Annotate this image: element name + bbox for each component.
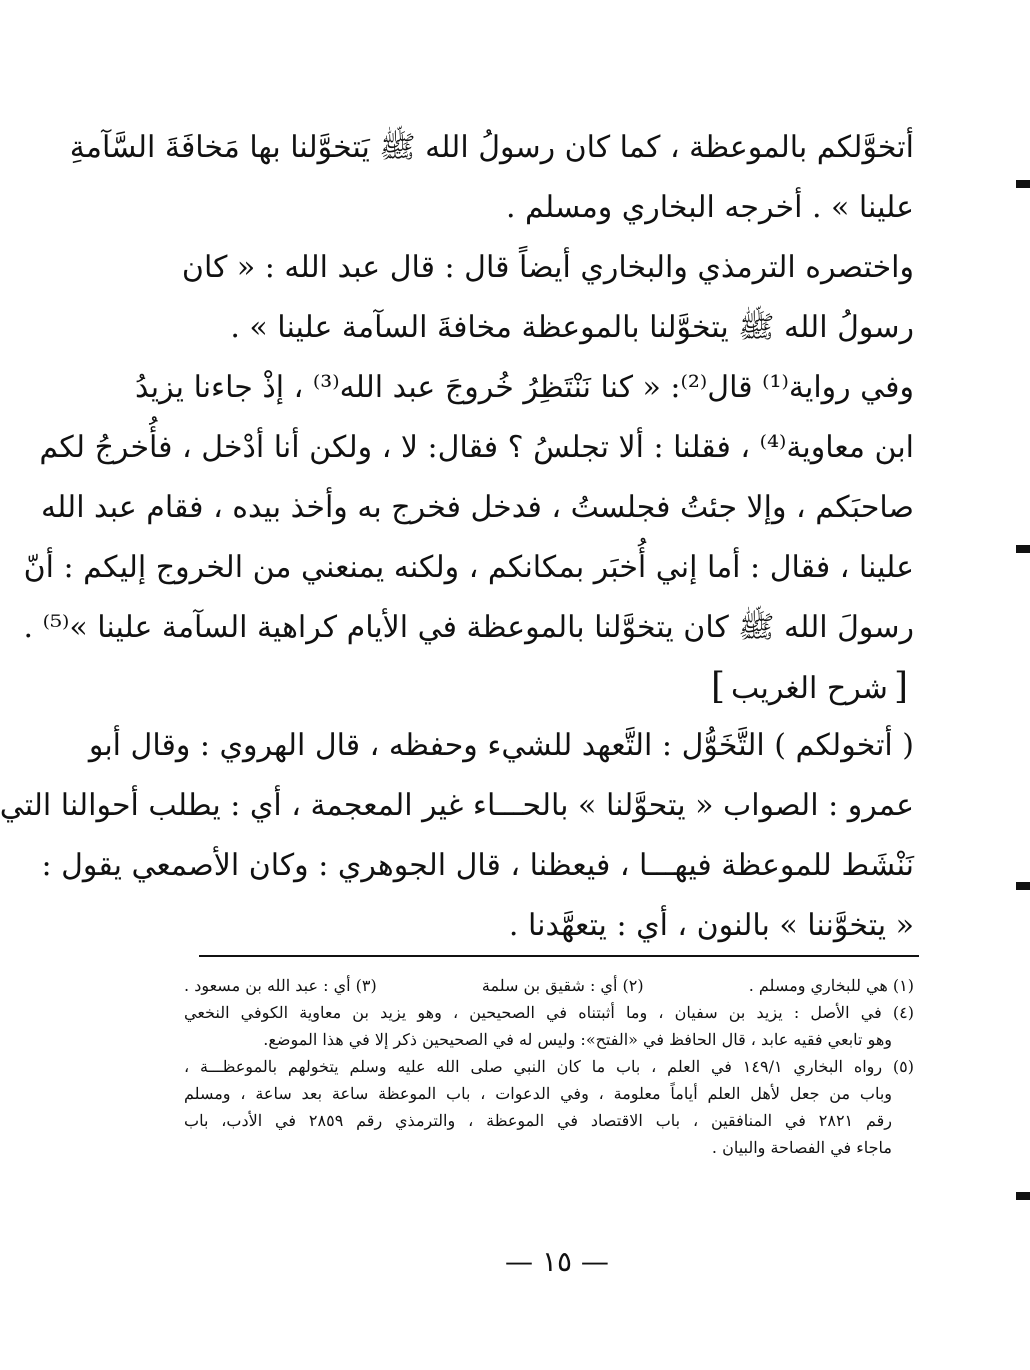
section-heading [184, 658, 914, 716]
edge-mark [1016, 1192, 1030, 1200]
body-line: رسولُ الله ﷺ يتخوَّلنا بالموعظة مخافةَ السآمة علينا » . [230, 310, 914, 345]
body-line: ابن معاوية⁽⁴⁾ ، فقلنا : ألا تجلسُ ؟ فقال: لا ، ولكن أنا أدْخل ، فأُخرجُ لكم [39, 430, 914, 465]
footnote-5-continued: رقم ٢٨٢١ في المنافقين ، باب الاقتصاد في الموعظة ، والترمذي رقم ٢٨٥٩ في الأدب، باب [184, 1111, 893, 1130]
footnote-separator [199, 955, 919, 957]
footnote-1: (١) هي للبخاري ومسلم . [748, 976, 914, 995]
footnote-5: (٥) رواه البخاري ١٤٩/١ في العلم ، باب ما كان النبي صلى الله عليه وسلم يتخولهم بالموعظـــة ، [184, 1057, 915, 1076]
footnote-4: (٤) في الأصل : يزيد بن سفيان ، وما أثبتناه في الصحيحين ، وهو يزيد بن معاوية الكوفي النخعي [184, 1003, 914, 1022]
body-line: وفي رواية⁽¹⁾ قال⁽²⁾: « كنا نَنْتَظِرُ خُروجَ عبد الله⁽³⁾ ، إذْ جاءنا يزيدُ [135, 370, 914, 405]
body-line: علينا ، فقال : أما إني أُخبَر بمكانكم ، ولكنه يمنعني من الخروج إليكم : أنّ [23, 550, 914, 585]
edge-mark [1016, 180, 1030, 188]
page-number: — ١٥ — [505, 1245, 609, 1278]
footnote-row [184, 972, 914, 999]
body-line: أتخوَّلكم بالموعظة ، كما كان رسولُ الله ﷺ يَتخوَّلنا بها مَخافَةَ السَّآمةِ [69, 130, 914, 165]
body-line: ( أتخولكم ) التَّخَوُّل : التَّعهد للشيء وحفظه ، قال الهروي : وقال أبو [88, 728, 914, 763]
heading-bracket-close: ] [711, 666, 726, 707]
footnote-3: (٣) أي : عبد الله بن مسعود . [184, 976, 377, 995]
body-line: صاحبَكم ، وإلا جئتُ فجلستُ ، فدخل فخرج به وأخذ بيده ، فقام عبد الله [41, 490, 914, 525]
main-text [0, 118, 914, 956]
footnote-4-continued: وهو تابعي فقيه عابد ، قال الحافظ في «الفتح»: وليس له في الصحيحين ذكر إلا في هذا الموضع. [263, 1030, 892, 1049]
body-line: عمرو : الصواب « يتحوَّلنا » بالحـــاء غير المعجمة ، أي : يطلب أحوالنا التي [0, 788, 914, 823]
heading-bracket-open: [ [893, 666, 908, 707]
body-line: نَنْشَط للموعظة فيهـــا ، فيعظنا ، قال الجوهري : وكان الأصمعي يقول : [41, 848, 914, 883]
body-line: علينا » . أخرجه البخاري ومسلم . [505, 190, 914, 225]
body-line: واختصره الترمذي والبخاري أيضاً قال : قال عبد الله : « كان [181, 250, 914, 285]
footnote-2: (٢) أي : شقيق بن سلمة [481, 976, 644, 995]
footnotes [184, 972, 914, 1161]
heading-text: شرح الغريب [731, 671, 888, 706]
footnote-5-continued: وباب من جعل لأهل العلم أياماً معلومة ، وفي الدعوات ، باب الموعظة ساعة بعد ساعة ، ومسلم [184, 1084, 892, 1103]
footnote-5-continued: ماجاء في الفصاحة والبيان . [711, 1138, 892, 1157]
body-line: رسولَ الله ﷺ كان يتخوَّلنا بالموعظة في الأيام كراهية السآمة علينا »⁽⁵⁾ . [23, 610, 914, 645]
edge-mark [1016, 545, 1030, 553]
body-line: « يتخوَّننا » بالنون ، أي : يتعهَّدنا . [508, 908, 914, 943]
edge-mark [1016, 882, 1030, 890]
